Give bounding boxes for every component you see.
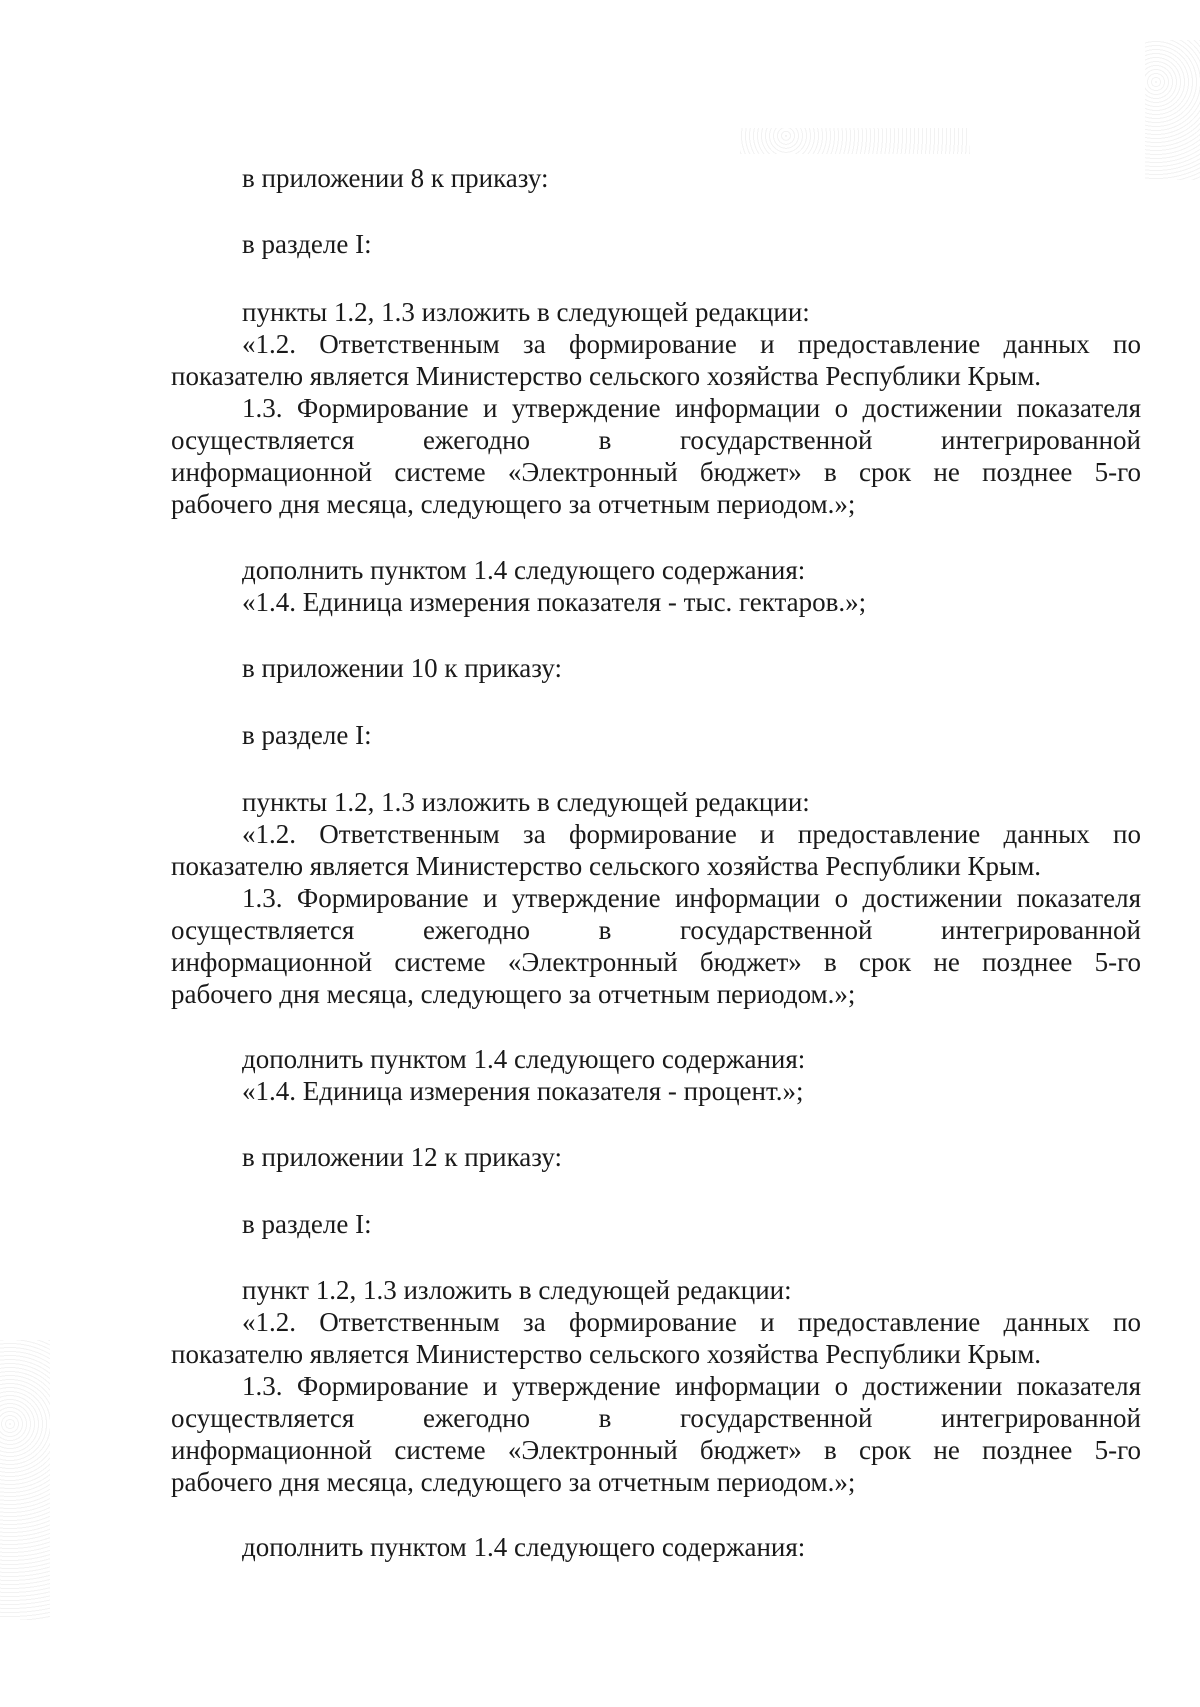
word: в <box>598 1403 612 1433</box>
paragraph-line: «1.2. Ответственным за формирование и предоставление данных по <box>242 1307 1141 1337</box>
section-heading: в разделе I: <box>242 229 372 259</box>
paragraph-line: пункты 1.2, 1.3 изложить в следующей редакции: <box>242 787 810 817</box>
paragraph-line: дополнить пунктом 1.4 следующего содержания: <box>242 1044 806 1074</box>
section-heading: в разделе I: <box>242 1209 372 1239</box>
word: государственной <box>680 425 873 455</box>
section-heading: в разделе I: <box>242 720 372 750</box>
paragraph-line: 1.3. Формирование и утверждение информации о достижении показателя <box>242 393 1141 423</box>
paragraph-line: «1.4. Единица измерения показателя - процент.»; <box>242 1076 804 1106</box>
paragraph-line: информационной системе «Электронный бюджет» в срок не позднее 5-го <box>171 1435 1141 1465</box>
paragraph-line: пункт 1.2, 1.3 изложить в следующей редакции: <box>242 1275 792 1305</box>
paragraph-line: показателю является Министерство сельского хозяйства Республики Крым. <box>171 851 1042 881</box>
paragraph-line: «1.2. Ответственным за формирование и предоставление данных по <box>242 329 1141 359</box>
spread-line <box>171 424 1141 456</box>
word: ежегодно <box>422 425 531 455</box>
word: в <box>598 915 612 945</box>
word: в <box>598 425 612 455</box>
scan-noise <box>0 1340 50 1620</box>
word: интегрированной <box>941 915 1141 945</box>
paragraph-line: рабочего дня месяца, следующего за отчетным периодом.»; <box>171 489 856 519</box>
paragraph-line: «1.4. Единица измерения показателя - тыс. гектаров.»; <box>242 587 867 617</box>
word: государственной <box>680 1403 873 1433</box>
word: ежегодно <box>422 1403 531 1433</box>
appendix-10-heading: в приложении 10 к приказу: <box>242 653 563 683</box>
scan-noise <box>740 128 970 154</box>
paragraph-line: информационной системе «Электронный бюджет» в срок не позднее 5-го <box>171 947 1141 977</box>
appendix-8-heading: в приложении 8 к приказу: <box>242 163 549 193</box>
paragraph-line: 1.3. Формирование и утверждение информации о достижении показателя <box>242 1371 1141 1401</box>
paragraph-line: дополнить пунктом 1.4 следующего содержания: <box>242 1532 806 1562</box>
scan-noise <box>1145 40 1200 180</box>
word: осуществляется <box>171 425 355 455</box>
word: государственной <box>680 915 873 945</box>
paragraph-line: 1.3. Формирование и утверждение информации о достижении показателя <box>242 883 1141 913</box>
paragraph-line: рабочего дня месяца, следующего за отчетным периодом.»; <box>171 979 856 1009</box>
paragraph-line: рабочего дня месяца, следующего за отчетным периодом.»; <box>171 1467 856 1497</box>
paragraph-line: показателю является Министерство сельского хозяйства Республики Крым. <box>171 361 1042 391</box>
word: интегрированной <box>941 1403 1141 1433</box>
paragraph-line: «1.2. Ответственным за формирование и предоставление данных по <box>242 819 1141 849</box>
appendix-12-heading: в приложении 12 к приказу: <box>242 1142 563 1172</box>
word: осуществляется <box>171 915 355 945</box>
paragraph-line: пункты 1.2, 1.3 изложить в следующей редакции: <box>242 297 810 327</box>
spread-line <box>171 914 1141 946</box>
spread-line <box>171 1402 1141 1434</box>
word: интегрированной <box>941 425 1141 455</box>
paragraph-line: дополнить пунктом 1.4 следующего содержания: <box>242 555 806 585</box>
word: ежегодно <box>422 915 531 945</box>
paragraph-line: показателю является Министерство сельского хозяйства Республики Крым. <box>171 1339 1042 1369</box>
word: осуществляется <box>171 1403 355 1433</box>
paragraph-line: информационной системе «Электронный бюджет» в срок не позднее 5-го <box>171 457 1141 487</box>
